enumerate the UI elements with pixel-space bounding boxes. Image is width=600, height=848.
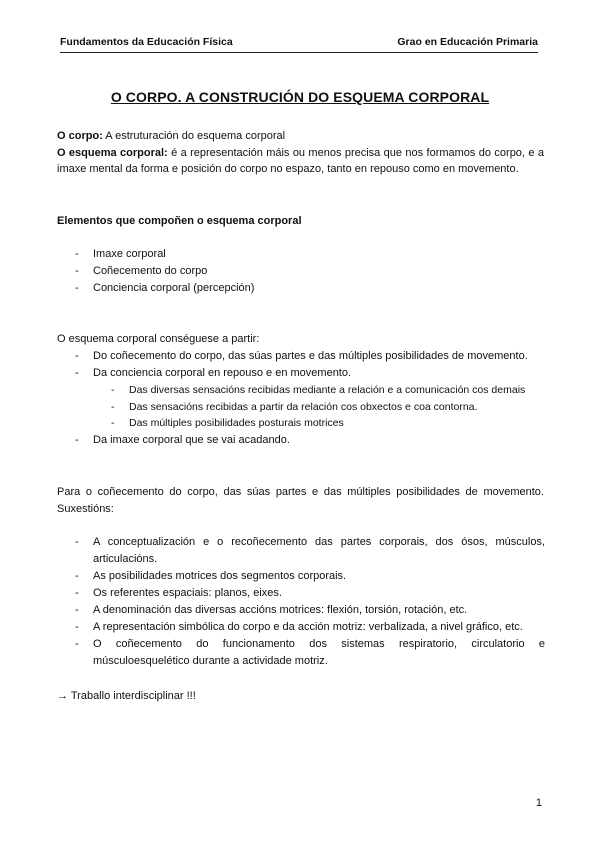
page-header (60, 36, 538, 53)
esquema-label: O esquema corporal: (57, 146, 168, 159)
esquema-text: é a representación máis ou menos precisa que nos formamos do corpo, e a imaxe mental da forma e posición do corpo no espazo, tanto en repouso como en movemento. (57, 146, 544, 175)
esquema-definition (57, 145, 544, 178)
header-course: Fundamentos da Educación Física (60, 36, 233, 48)
closing-note: → Traballo interdisciplinar !!! (57, 690, 196, 702)
suggestions-intro: Para o coñecemento do corpo, das súas partes e das múltiples posibilidades de movemento. Suxestións: (57, 486, 544, 515)
page-number: 1 (535, 797, 542, 809)
elements-heading: Elementos que compoñen o esquema corporal (57, 215, 302, 227)
page-title: O CORPO. A CONSTRUCIÓN DO ESQUEMA CORPORAL (110, 89, 490, 105)
corpo-text: A estruturación do esquema corporal (102, 130, 286, 142)
construction-heading: O esquema corporal conséguese a partir: (57, 333, 260, 345)
corpo-definition (57, 128, 544, 145)
header-degree: Grao en Educación Primaria (397, 36, 538, 48)
intro-paragraph (57, 128, 544, 178)
corpo-label: O corpo: (57, 130, 103, 142)
document-page: Fundamentos da Educación Física Grao en Educación Primaria O CORPO. A CONSTRUCIÓN DO ESQUEMA CORPORAL O corpo: A estruturación do esquema corporal O esquema corporal: é a representación máis ou menos precisa que nos formamos do corpo, e a imaxe mental da forma e posición do corpo no espazo, tanto en repouso como en movemento. Elementos que compoñen o esquema corporal - Imaxe corporal - Coñecemento do corpo - Conciencia corporal (percepción) O esquema corporal conséguese a partir: - Do coñecemento do corpo, das súas partes e das múltiples posibilidades de movemento. - Da conciencia corporal en repouso e en movemento. - Das diversas sensacións recibidas mediante a relación e a comunicación cos demais - Das sensacións recibidas a partir da relación cos obxectos e coa contorna. - Das múltiples posibilidades posturais motrices - Da imaxe corporal que se vai acadando. Para o coñecemento do corpo, das súas partes e das múltiples posibilidades de movemento. Suxestións: - A conceptualización e o recoñecemento das partes corporais, dos ósos, músculos, articulacións. - As posibilidades motrices dos segmentos corporais. - Os referentes espaciais: planos, eixes. - A denominación das diversas accións motrices: flexión, torsión, rotación, etc. - A representación simbólica do corpo e da acción motriz: verbalizada, a nivel gráfico, etc. - O coñecemento do funcionamento dos sistemas respiratorio, circulatorio e músculoesquelético durante a actividade motriz. → Traballo interdisciplinar !!! 1 (0, 0, 600, 848)
